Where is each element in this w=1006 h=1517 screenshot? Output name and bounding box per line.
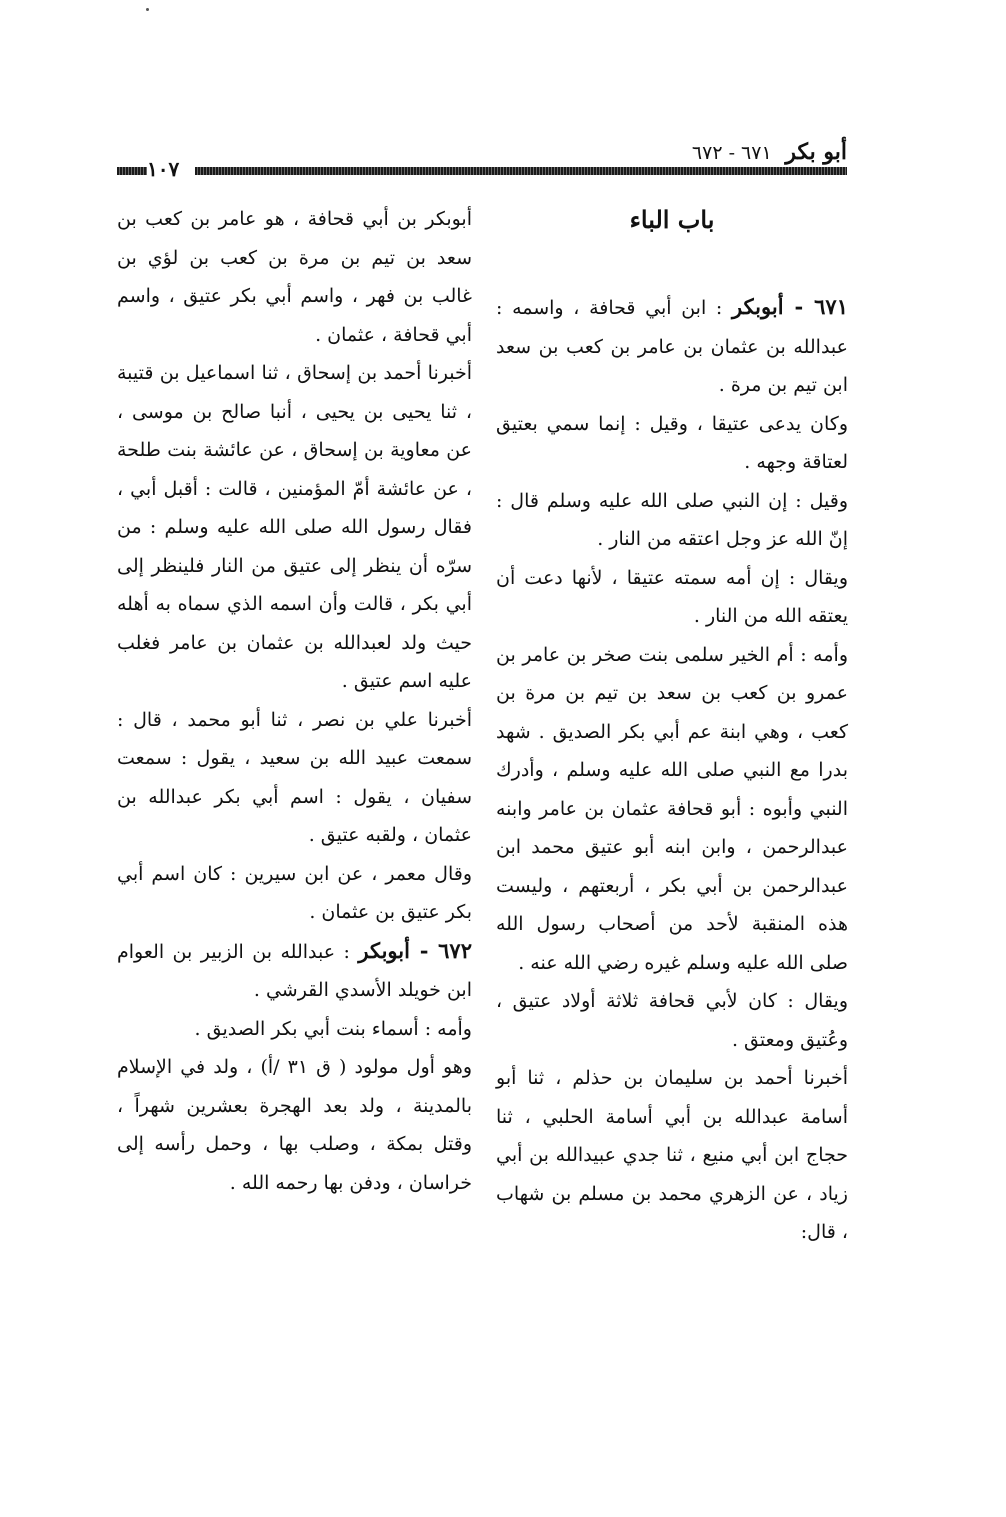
page-number: ١٠٧ [147,157,180,181]
paragraph: أخبرنا علي بن نصر ، ثنا أبو محمد ، قال : سمعت عبيد الله بن سعيد ، يقول : سمعت سفيان ، يقول : اسم أبي بكر عبدالله بن عثمان ، ولقبه عتيق . [117,708,472,846]
running-title [692,137,847,168]
paragraph: وقال معمر ، عن ابن سيرين : كان اسم أبي بكر عتيق بن عثمان . [117,862,472,923]
paragraph: ويقال : إن أمه سمته عتيقا ، لأنها دعت أن يعتقه الله من النار . [496,566,848,627]
entry-672-body: : عبدالله بن الزبير بن العوام ابن خويلد الأسدي القرشي . [117,940,472,1001]
running-title-name: أبو بكر [785,139,847,165]
paragraph: ويقال : كان لأبي قحافة ثلاثة أولاد عتيق ، وعُتيق ومعتق . [496,990,848,1051]
paragraph: أخبرنا أحمد بن إسحاق ، ثنا اسماعيل بن قتيبة ، ثنا يحيى بن يحيى ، أنبا صالح بن موسى ، عن معاوية بن إسحاق ، عن عائشة بنت طلحة ، عن عائشة أمّ المؤمنين ، قالت : أقبل أبي ، فقال رسول الله صلى الله عليه وسلم : من سرّه أن ينظر إلى عتيق من النار فلينظر إلى أبي بكر ، قالت وأن اسمه الذي سماه به أهله حيث ولد لعبدالله بن عثمان بن عامر فغلب عليه اسم عتيق . [117,362,472,692]
paragraph: وأمه : أسماء بنت أبي بكر الصديق . [194,1017,472,1040]
entry-671-head: ٦٧١ - أبوبكر [732,294,848,319]
right-column [496,200,848,1252]
section-heading: باب الباء [629,205,715,234]
paragraph: وقيل : إن النبي صلى الله عليه وسلم قال : إنّ الله عز وجل اعتقه من النار . [496,489,848,550]
left-column [117,200,472,1202]
paragraph: وأمه : أم الخير سلمى بنت صخر بن عامر بن عمرو بن كعب بن سعد بن تيم بن مرة بن كعب ، وهي ابنة عم أبي بكر الصديق . شهد بدرا مع النبي صلى الله عليه وسلم ، وأدرك النبي وأبوه : أبو قحافة عثمان بن عامر وابنه عبدالرحمن ، وابن ابنه أبو عتيق محمد ابن عبدالرحمن بن أبي بكر ، أربعتهم ، وليست هذه المنقبة لأحد من أصحاب رسول الله صلى الله عليه وسلم غيره رضي الله عنه . [496,643,848,974]
paragraph: أخبرنا أحمد بن سليمان بن حذلم ، ثنا أبو أسامة عبدالله بن أبي أسامة الحلبي ، ثنا حجاج ابن أبي منيع ، ثنا جدي عبيدالله بن أبي زياد ، عن الزهري محمد بن مسلم بن شهاب ، قال: [496,1067,848,1243]
entry-672 [117,932,472,1010]
entry-671 [496,288,848,405]
running-title-range: ٦٧١ - ٦٧٢ [691,142,772,164]
paragraph: أبوبكر بن أبي قحافة ، هو عامر بن كعب بن سعد بن تيم بن مرة بن كعب بن لؤي بن غالب بن فهر ، واسم أبي بكر عتيق ، واسم أبي قحافة ، عثمان . [117,208,472,346]
paragraph: وكان يدعى عتيقا ، وقيل : إنما سمي بعتيق لعتاقة وجهه . [496,412,848,473]
header-rule-ornament [117,167,147,175]
entry-671-body: : ابن أبي قحافة ، واسمه : عبدالله بن عثمان بن عامر بن كعب بن سعد ابن تيم بن مرة . [496,297,848,396]
entry-672-head: ٦٧٢ - أبوبكر [358,937,472,963]
paragraph: وهو أول مولود ( ق ٣١ /أ) ، ولد في الإسلام بالمدينة ، ولد بعد الهجرة بعشرين شهراً ، وقتل بمكة ، وصلب بها ، وحمل رأسه إلى خراسان ، ودفن بها رحمه الله . [117,1056,472,1194]
scan-speck [146,8,149,11]
header-rule [195,167,847,175]
